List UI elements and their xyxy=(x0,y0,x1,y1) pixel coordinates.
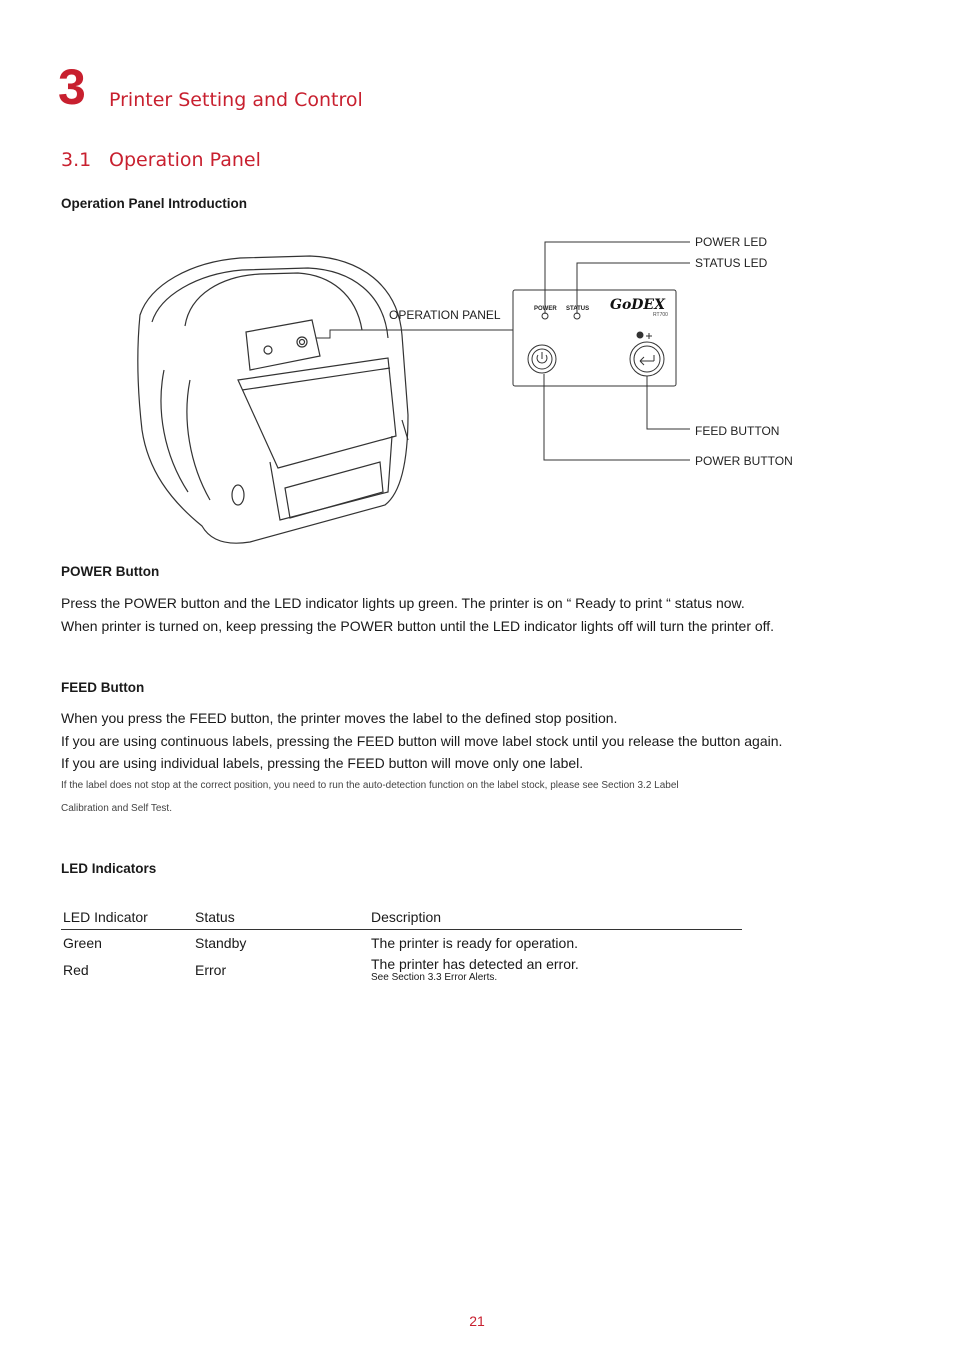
callout-operation-panel: OPERATION PANEL xyxy=(389,308,501,322)
table-row xyxy=(61,955,742,985)
feed-note xyxy=(61,774,679,820)
chapter-number: 3 xyxy=(58,59,86,115)
led-table xyxy=(61,904,742,985)
panel-status-label: STATUS xyxy=(566,306,590,312)
cell-description-note: See Section 3.3 Error Alerts. xyxy=(371,972,498,983)
paragraph-line: When printer is turned on, keep pressing the POWER button until the LED indicator lights off will turn the printer off. xyxy=(61,617,775,634)
section-title xyxy=(61,149,261,172)
cell-indicator: Red xyxy=(63,962,89,978)
column-header: LED Indicator xyxy=(61,904,193,930)
chapter-title: Printer Setting and Control xyxy=(109,89,363,111)
callout-status-led: STATUS LED xyxy=(695,256,768,270)
cell-status: Error xyxy=(195,962,227,978)
callout-feed-button: FEED BUTTON xyxy=(695,424,780,438)
column-header: Status xyxy=(193,904,369,930)
feed-button-icon xyxy=(630,342,664,376)
note-line: Calibration and Self Test. xyxy=(61,803,172,814)
page-number: 21 xyxy=(469,1313,485,1329)
cell-indicator: Green xyxy=(63,934,102,951)
table-header-row xyxy=(61,904,742,930)
panel-power-label: POWER xyxy=(534,306,557,312)
table-row xyxy=(61,930,742,956)
operation-panel-diagram xyxy=(130,230,668,550)
paragraph-line: When you press the FEED button, the printer moves the label to the defined stop position. xyxy=(61,710,618,726)
feed-button-heading: FEED Button xyxy=(61,680,145,695)
model-label: RT700 xyxy=(653,312,668,318)
column-header: Description xyxy=(369,904,742,930)
cell-status: Standby xyxy=(195,934,247,951)
printer-illustration xyxy=(138,256,408,543)
paragraph-line: Press the POWER button and the LED indicator lights up green. The printer is on “ Ready to print “ status now. xyxy=(61,595,745,611)
section-title-text: Operation Panel xyxy=(109,149,261,171)
note-line: If the label does not stop at the correct position, you need to run the auto-detection function on the label stock, please see Section 3.2 Label xyxy=(61,780,679,791)
godex-logo: GoDEX xyxy=(610,297,665,313)
cell-description-group xyxy=(369,955,742,985)
cell-description: The printer has detected an error. xyxy=(371,956,579,972)
paragraph-line: If you are using individual labels, pressing the FEED button will move only one label. xyxy=(61,755,584,771)
paragraph-line: If you are using continuous labels, pressing the FEED button will move label stock until you release the button again. xyxy=(61,732,783,749)
feed-button-text xyxy=(61,707,782,775)
callout-power-led: POWER LED xyxy=(695,235,768,249)
power-button-heading: POWER Button xyxy=(61,564,160,579)
led-indicators-heading: LED Indicators xyxy=(61,861,157,876)
intro-heading: Operation Panel Introduction xyxy=(61,196,248,211)
power-button-text xyxy=(61,592,774,637)
section-number: 3.1 xyxy=(61,149,92,171)
callout-power-button: POWER BUTTON xyxy=(695,454,793,468)
cell-description: The printer is ready for operation. xyxy=(371,934,578,951)
callout-leaders xyxy=(316,242,690,460)
